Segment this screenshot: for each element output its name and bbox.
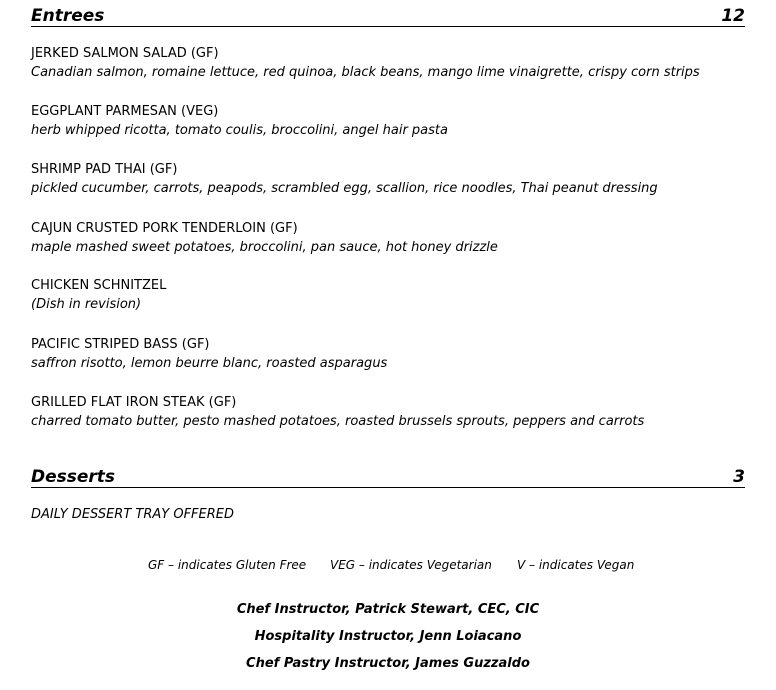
menu-item-description: herb whipped ricotta, tomato coulis, broccolini, angel hair pasta [31, 123, 448, 138]
menu-item-name: CAJUN CRUSTED PORK TENDERLOIN (GF) [31, 221, 298, 236]
menu-item [31, 277, 751, 315]
menu-item [31, 220, 751, 258]
entrees-header [31, 6, 745, 27]
menu-item-name: SHRIMP PAD THAI (GF) [31, 162, 178, 177]
menu-item-name: JERKED SALMON SALAD (GF) [31, 46, 219, 61]
legend-vegan: V – indicates Vegan [517, 558, 635, 572]
menu-item [31, 103, 751, 141]
menu-item-name: EGGPLANT PARMESAN (VEG) [31, 104, 219, 119]
menu-item-description: pickled cucumber, carrots, peapods, scrambled egg, scallion, rice noodles, Thai peanut dressing [31, 181, 658, 196]
desserts-title: Desserts [31, 467, 116, 487]
menu-item-name: PACIFIC STRIPED BASS (GF) [31, 337, 210, 352]
desserts-header [31, 467, 745, 488]
credit-pastry-instructor: Chef Pastry Instructor, James Guzzaldo [246, 656, 530, 671]
menu-item [31, 336, 751, 374]
menu-item [31, 45, 751, 83]
entrees-title: Entrees [31, 6, 105, 26]
menu-item-description: maple mashed sweet potatoes, broccolini, pan sauce, hot honey drizzle [31, 240, 498, 255]
menu-item [31, 394, 751, 432]
menu-item-description: (Dish in revision) [31, 297, 142, 312]
legend-vegetarian: VEG – indicates Vegetarian [330, 558, 492, 572]
legend-gluten-free: GF – indicates Gluten Free [148, 558, 307, 572]
entrees-price: 12 [721, 6, 745, 26]
menu-item-name: CHICKEN SCHNITZEL [31, 278, 167, 293]
dessert-note: DAILY DESSERT TRAY OFFERED [31, 507, 234, 522]
menu-item-description: saffron risotto, lemon beurre blanc, roasted asparagus [31, 356, 388, 371]
menu-item [31, 161, 751, 199]
menu-item-description: Canadian salmon, romaine lettuce, red quinoa, black beans, mango lime vinaigrette, crispy corn strips [31, 65, 700, 80]
desserts-price: 3 [733, 467, 745, 487]
menu-item-name: GRILLED FLAT IRON STEAK (GF) [31, 395, 237, 410]
menu-item-description: charred tomato butter, pesto mashed potatoes, roasted brussels sprouts, peppers and carrots [31, 414, 645, 429]
credit-chef-instructor: Chef Instructor, Patrick Stewart, CEC, CIC [236, 602, 540, 617]
credit-hospitality-instructor: Hospitality Instructor, Jenn Loiacano [254, 629, 522, 644]
